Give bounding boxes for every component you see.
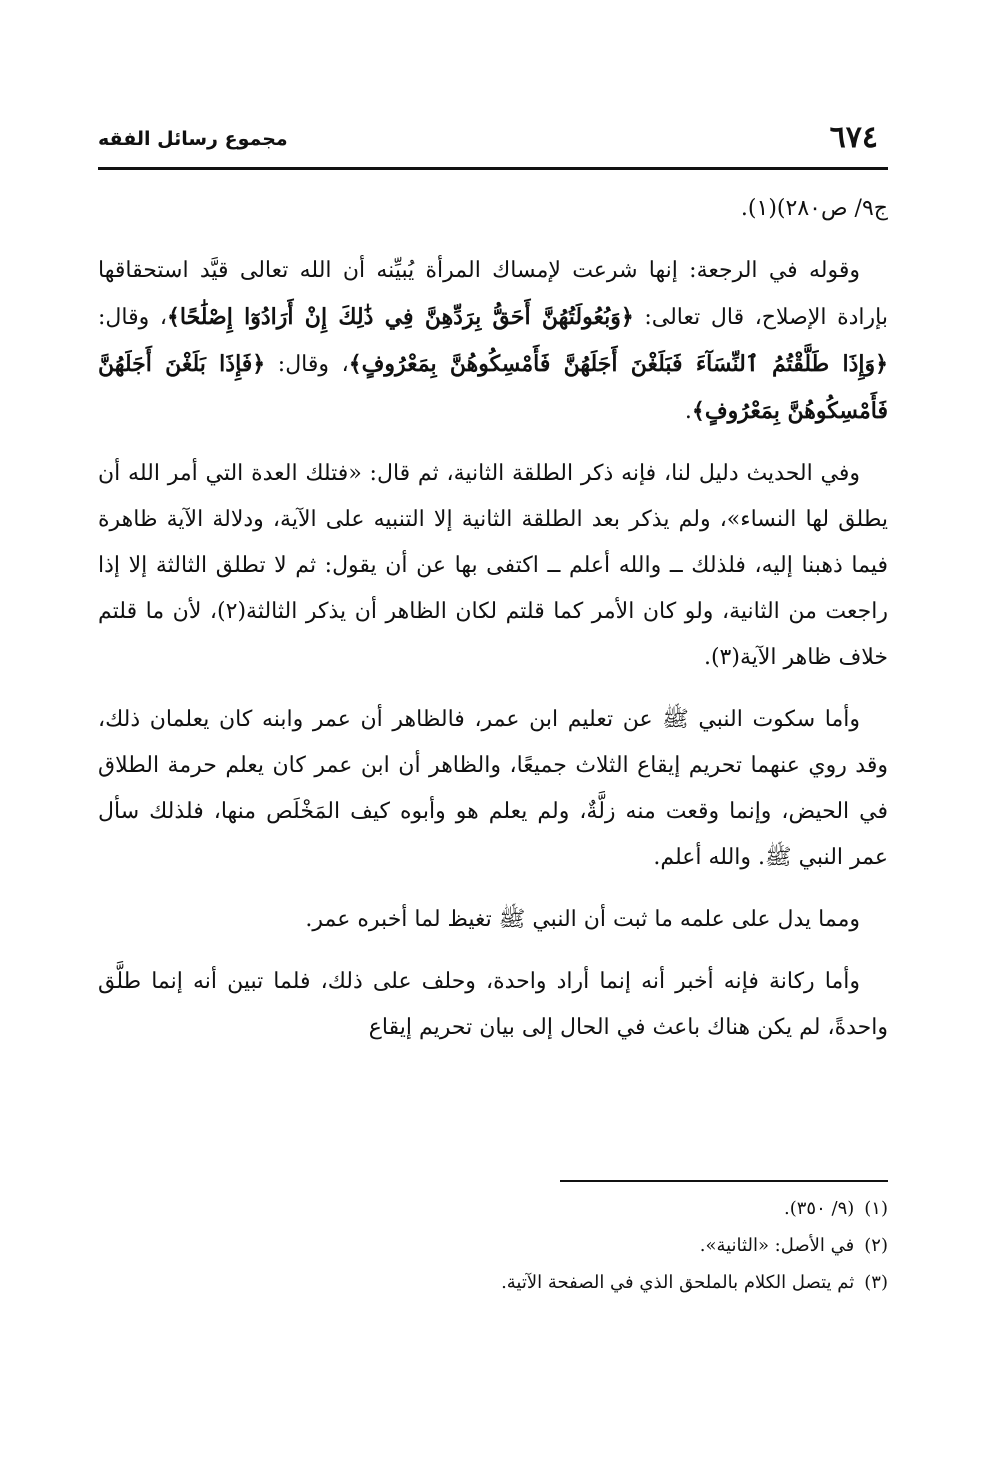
footnote-3 <box>98 1264 888 1301</box>
paragraph-1: ج٩/ ص٢٨٠)(١). <box>740 196 888 221</box>
paragraph-2-text-a: وقوله في الرجعة: إنها شرعت لإمساك المرأة يُبيِّنه أن الله تعالى قيَّد استحقاقها بإرادة الإصلاح، قال تعالى: <box>98 258 888 330</box>
footnote-divider <box>560 1180 888 1182</box>
page-number: ٦٧٤ <box>829 120 878 155</box>
running-header <box>98 120 888 160</box>
header-divider <box>98 167 888 170</box>
quran-verse-2: ﴿وَإِذَا طَلَّقْتُمُ ٱلنِّسَآءَ فَبَلَغْنَ أَجَلَهُنَّ فَأَمْسِكُوهُنَّ بِمَعْرُوفٍ﴾ <box>348 351 888 377</box>
footnote-2-text: في الأصل: «الثانية». <box>699 1235 855 1256</box>
paragraph-6: وأما ركانة فإنه أخبر أنه إنما أراد واحدة، وحلف على ذلك، فلما تبين أنه إنما طلَّق واحدةً، لم يكن هناك باعث في الحال إلى بيان تحريم إيقاع <box>98 969 888 1040</box>
paragraph-2-text-b: ، وقال: <box>98 305 167 330</box>
book-title: مجموع رسائل الفقه <box>98 128 288 150</box>
footnote-1-number: (١) <box>864 1198 888 1219</box>
footnote-2 <box>98 1227 888 1264</box>
paragraph-2-text-c: ، وقال: <box>265 352 349 377</box>
footnotes <box>98 1190 888 1301</box>
footnote-1 <box>98 1190 888 1227</box>
footnote-3-text: ثم يتصل الكلام بالملحق الذي في الصفحة الآتية. <box>501 1272 855 1293</box>
paragraph-5: ومما يدل على علمه ما ثبت أن النبي ﷺ تغيظ لما أخبره عمر. <box>305 907 860 932</box>
quran-verse-1: ﴿وَبُعُولَتُهُنَّ أَحَقُّ بِرَدِّهِنَّ فِي ذَٰلِكَ إِنْ أَرَادُوٓا إِصْلَٰحًا﴾ <box>166 304 634 330</box>
quran-verse-3: ﴿فَإِذَا بَلَغْنَ أَجَلَهُنَّ فَأَمْسِكُوهُنَّ بِمَعْرُوفٍ﴾ <box>98 351 888 424</box>
main-text <box>98 186 888 1067</box>
footnote-1-text: (٩/ ٣٥٠). <box>784 1198 855 1219</box>
footnote-3-number: (٣) <box>864 1272 888 1293</box>
footnote-2-number: (٢) <box>864 1235 888 1256</box>
paragraph-2 <box>98 248 888 435</box>
paragraph-3: وفي الحديث دليل لنا، فإنه ذكر الطلقة الثانية، ثم قال: «فتلك العدة التي أمر الله أن يطلق لها النساء»، ولم يذكر بعد الطلقة الثانية إلا التنبيه على الآية، ودلالة الآية ظاهرة فيما ذهبنا إليه، فلذلك ــ والله أعلم ــ اكتفى بها عن أن يقول: ثم لا تطلق الثالثة إلا إذا راجعت من الثانية، ولو كان الأمر كما قلتم لكان الظاهر أن يذكر الثالثة(٢)، لأن ما قلتم خلاف ظاهر الآية(٣). <box>98 461 888 670</box>
paragraph-4: وأما سكوت النبي ﷺ عن تعليم ابن عمر، فالظاهر أن عمر وابنه كان يعلمان ذلك، وقد روي عنهما تحريم إيقاع الثلاث جميعًا، والظاهر أن ابن عمر كان يعلم حرمة الطلاق في الحيض، وإنما وقعت منه زلَّةٌ، ولم يعلم هو وأبوه كيف المَخْلَص منها، فلذلك سأل عمر النبي ﷺ. والله أعلم. <box>98 707 888 870</box>
paragraph-2-text-d: . <box>684 399 692 424</box>
